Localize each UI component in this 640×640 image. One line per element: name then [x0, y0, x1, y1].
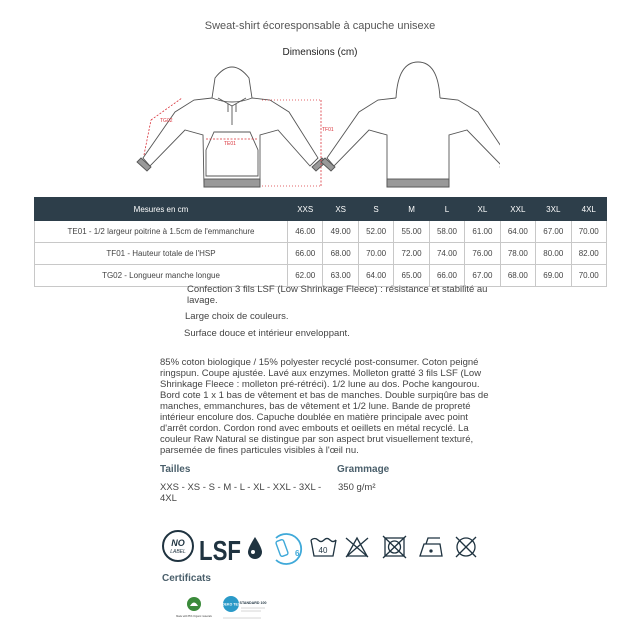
size-header: XXL: [500, 198, 535, 221]
table-row: [35, 221, 607, 243]
table-cell: 67.00: [465, 265, 500, 287]
oeko-tex-certificate-logo: [221, 594, 267, 626]
table-cell: 52.00: [358, 221, 393, 243]
gots-certificate-logo: [176, 594, 212, 626]
table-cell: 49.00: [323, 221, 358, 243]
grammage-value: 350 g/m²: [338, 482, 376, 493]
wash-temp: 40: [318, 546, 328, 555]
size-header: S: [358, 198, 393, 221]
no-dry-clean-icon: [456, 537, 476, 557]
tg02-label: TG02: [160, 118, 173, 124]
feature-lsf: Confection 3 fils LSF (Low Shrinkage Fleece) : résistance et stabilité au lavage.: [187, 284, 488, 306]
size-header: 3XL: [536, 198, 571, 221]
table-cell: 72.00: [394, 243, 429, 265]
lsf-text: LSF: [199, 535, 241, 566]
table-cell: 82.00: [571, 243, 607, 265]
table-cell: 55.00: [394, 221, 429, 243]
row-label: TF01 - Hauteur totale de l'HSP: [35, 243, 288, 265]
product-description: 85% coton biologique / 15% polyester recyclé post-consumer. Coton peigné ringspun. Coupe ajustée. Lavé aux enzymes. Molleton gratté 3 fils LSF (Low Shrinkage Fleece : molleton pré-rétréci). 1/2 lune au dos. Poche kangourou. Bord cote 1 x 1 bas de vêtement et bas de manches. Double surpiqûre bas de manches, emmanchures, bas de vêtement et 1/2 lune. Bande de propreté intérieur encolure dos. Capuche doublée en matière principale avec point d'arrêt cordon. Cordon rond avec embouts et oeillets en métal recyclé. La couleur Raw Natural se distingue par son aspect brut visuellement texturé, parsemée de fines particules visibles à l'œil nu.: [160, 357, 489, 456]
table-cell: 68.00: [323, 243, 358, 265]
table-cell: 68.00: [500, 265, 535, 287]
tailles-heading: Tailles: [160, 464, 191, 475]
no-label-line2: LABEL: [170, 549, 186, 555]
no-label-line1: NO: [171, 538, 185, 548]
wash-40-icon: [311, 539, 336, 557]
bottle-number: 6: [295, 549, 300, 558]
oeko-standard: STANDARD 100: [239, 601, 267, 605]
care-icons: [160, 526, 480, 566]
certificats-heading: Certificats: [162, 573, 211, 584]
no-label-icon: [163, 531, 193, 561]
size-header: 4XL: [571, 198, 607, 221]
iron-icon: [420, 538, 442, 556]
row-label: TE01 - 1/2 largeur poitrine à 1.5cm de l'emmanchure: [35, 221, 288, 243]
tailles-value: XXS - XS - S - M - L - XL - XXL - 3XL - 4XL: [160, 482, 322, 504]
no-bleach-icon: [346, 538, 368, 557]
table-cell: 76.00: [465, 243, 500, 265]
feature-surface: Surface douce et intérieur enveloppant.: [184, 328, 350, 339]
table-cell: 64.00: [500, 221, 535, 243]
size-header: M: [394, 198, 429, 221]
table-cell: 80.00: [536, 243, 571, 265]
table-cell: 66.00: [288, 243, 323, 265]
recycled-bottle-icon: [276, 534, 302, 564]
table-cell: 63.00: [323, 265, 358, 287]
table-header-label: Mesures en cm: [35, 198, 288, 221]
table-cell: 74.00: [429, 243, 464, 265]
feature-colors: Large choix de couleurs.: [185, 311, 289, 322]
no-tumble-dry-icon: [383, 536, 406, 558]
table-cell: 70.00: [571, 221, 607, 243]
table-cell: 61.00: [465, 221, 500, 243]
grammage-heading: Grammage: [337, 464, 390, 475]
table-cell: 65.00: [394, 265, 429, 287]
water-drop-icon: [248, 537, 262, 559]
te01-label: TE01: [224, 141, 236, 147]
page-title: Sweat-shirt écoresponsable à capuche unisexe: [204, 20, 436, 32]
size-table: [34, 197, 607, 287]
table-row: [35, 243, 607, 265]
hoodie-front: [137, 67, 326, 187]
table-cell: 66.00: [429, 265, 464, 287]
size-header: L: [429, 198, 464, 221]
hoodie-diagram: [130, 58, 500, 193]
table-cell: 78.00: [500, 243, 535, 265]
oeko-badge: OEKO TEX: [221, 602, 241, 607]
table-cell: 70.00: [358, 243, 393, 265]
table-cell: 64.00: [358, 265, 393, 287]
dimensions-label: Dimensions (cm): [282, 47, 358, 58]
gots-text: Made with 85% Organic materials: [176, 615, 212, 618]
tf01-label: TF01: [322, 127, 334, 133]
table-cell: 67.00: [536, 221, 571, 243]
table-cell: 70.00: [571, 265, 607, 287]
hoodie-back: [321, 62, 500, 187]
row-label: TG02 - Longueur manche longue: [35, 265, 288, 287]
table-cell: 62.00: [288, 265, 323, 287]
table-cell: 58.00: [429, 221, 464, 243]
table-cell: 69.00: [536, 265, 571, 287]
table-cell: 46.00: [288, 221, 323, 243]
table-header-row: [35, 198, 607, 221]
size-header: XS: [323, 198, 358, 221]
size-header: XXS: [288, 198, 323, 221]
lsf-icon: [199, 535, 241, 566]
size-header: XL: [465, 198, 500, 221]
